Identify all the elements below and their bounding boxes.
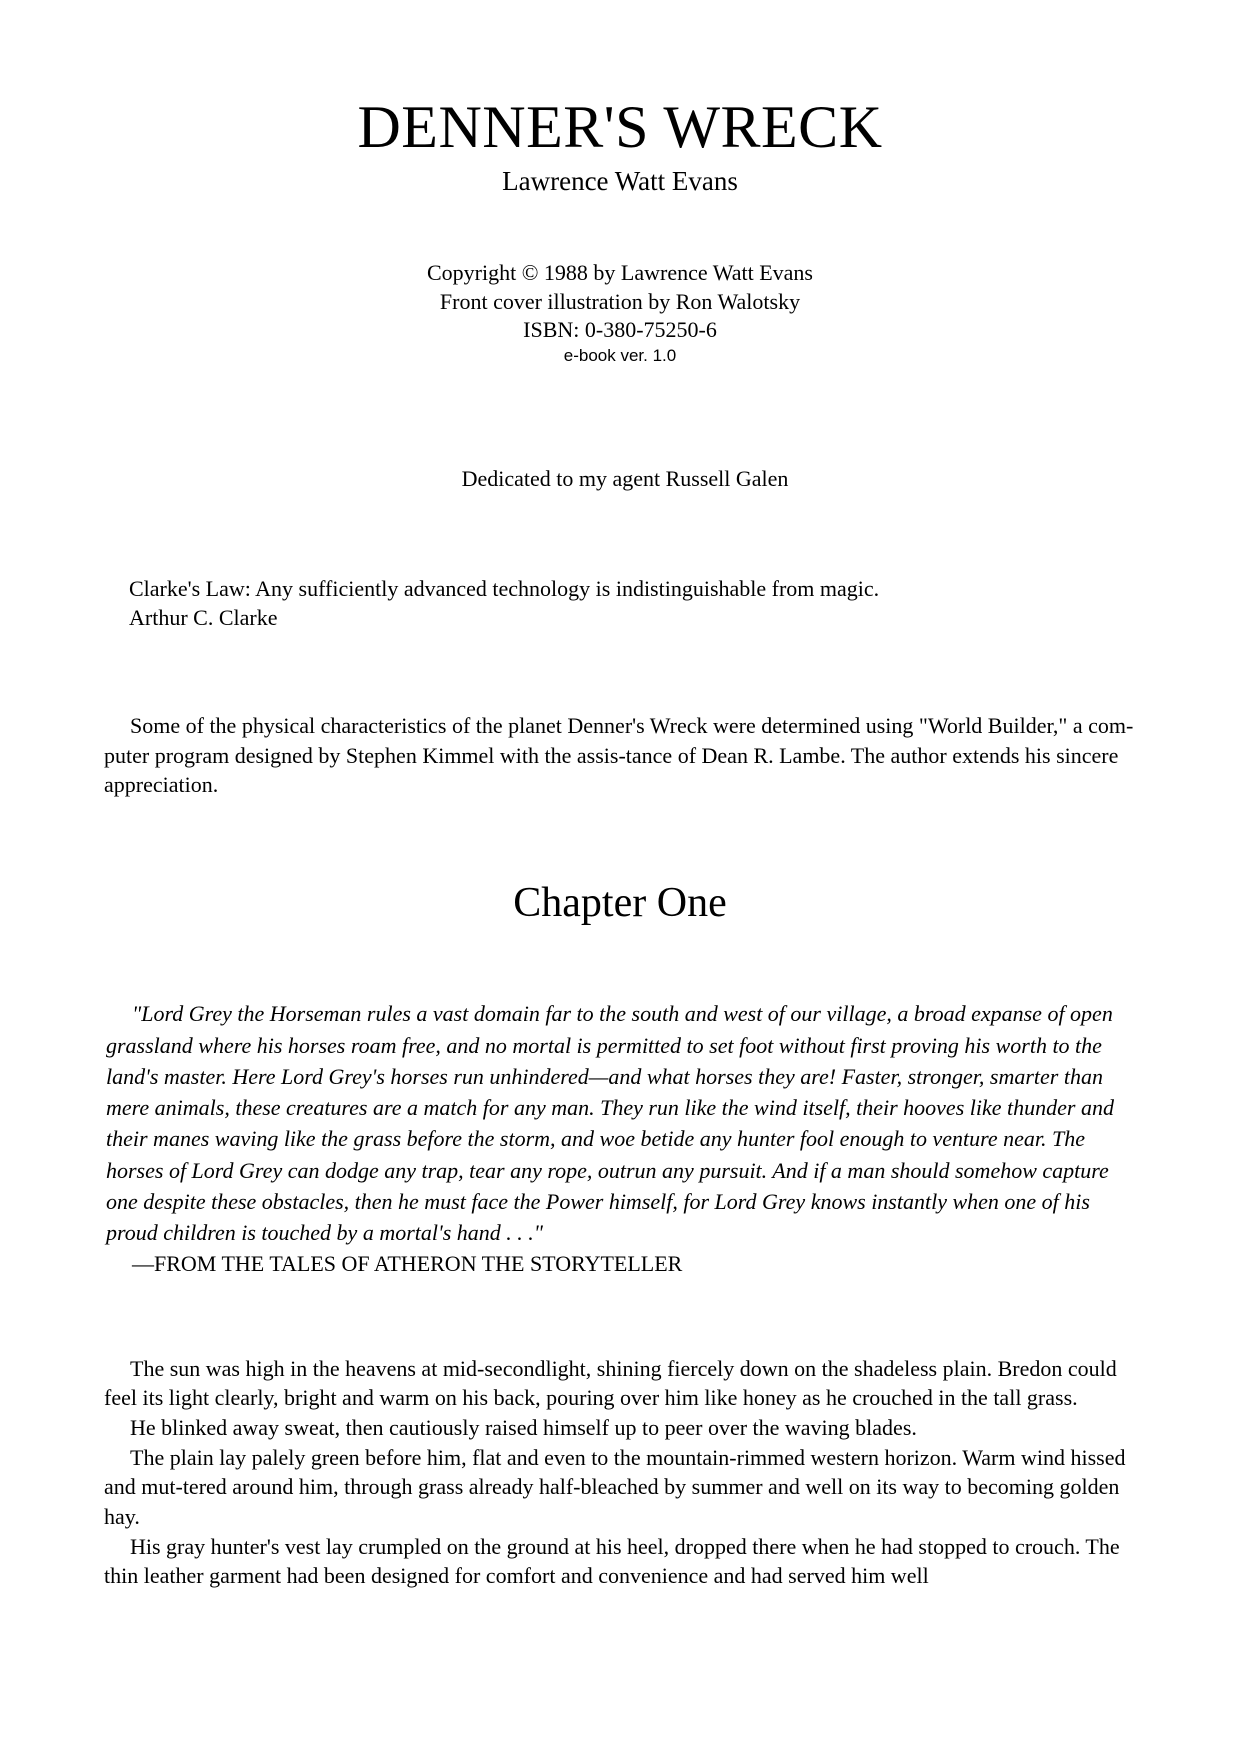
epigraph bbox=[104, 574, 1136, 633]
copyright-line: Copyright © 1988 by Lawrence Watt Evans bbox=[426, 260, 813, 286]
chapter-epigraph-quote bbox=[104, 998, 1136, 1248]
credits-paragraph bbox=[104, 711, 1136, 800]
chapter-heading: Chapter One bbox=[513, 880, 727, 927]
cover-illustration-credit: Front cover illustration by Ron Walotsky bbox=[439, 288, 801, 314]
quote-text: "Lord Grey the Horseman rules a vast domain far to the south and west of our village, a broad expanse of open grassland where his horses roam free, and no mortal is permitted to set foot without first proving his worth to the land's master. Here Lord Grey's horses run unhindered—and what horses they are! Faster, stronger, smarter than mere animals, these creatures are a match for any man. They run like the wind itself, their hooves like thunder and their manes waving like the grass before the storm, and woe betide any hunter fool enough to venture near. The horses of Lord Grey can dodge any trap, tear any rope, outrun any pursuit. And if a man should somehow capture one despite these obstacles, then he must face the Power himself, for Lord Grey knows instantly when one of his proud children is touched by a mortal's hand . . ." bbox=[106, 1001, 1114, 1246]
quote-attribution-text: —FROM THE TALES OF ATHERON THE STORYTELLER bbox=[132, 1251, 683, 1277]
body-paragraph: He blinked away sweat, then cautiously raised himself up to peer over the waving blades. bbox=[130, 1414, 917, 1440]
chapter-epigraph-attribution bbox=[104, 1248, 1136, 1279]
credits-text: Some of the physical characteristics of the planet Denner's Wreck were determined using "World Builder," a com-puter program designed by Stephen Kimmel with the assis-tance of Dean R. Lambe. The author extends his sincere appreciation. bbox=[104, 713, 1134, 798]
copyright-block bbox=[104, 259, 1136, 367]
chapter-body bbox=[104, 1354, 1136, 1592]
body-paragraph: The plain lay palely green before him, flat and even to the mountain-rimmed western horizon. Warm wind hissed and mut-tered around him, through grass already half-bleached by summer and well on its way to becoming golden hay. bbox=[104, 1444, 1126, 1530]
ebook-version: e-book ver. 1.0 bbox=[563, 345, 677, 365]
epigraph-attribution: Arthur C. Clarke bbox=[129, 605, 278, 631]
epigraph-text: Clarke's Law: Any sufficiently advanced technology is indistinguishable from magic. bbox=[129, 575, 880, 601]
body-paragraph: The sun was high in the heavens at mid-secondlight, shining fiercely down on the shadeless plain. Bredon could feel its light clearly, bright and warm on his back, pouring over him like honey as he crouched in the tall grass. bbox=[104, 1355, 1117, 1411]
book-title: DENNER'S WRECK bbox=[357, 94, 883, 160]
body-paragraph: His gray hunter's vest lay crumpled on the ground at his heel, dropped there when he had stopped to crouch. The thin leather garment had been designed for comfort and convenience and had served him well bbox=[104, 1533, 1120, 1589]
isbn-line: ISBN: 0-380-75250-6 bbox=[523, 316, 717, 342]
dedication: Dedicated to my agent Russell Galen bbox=[461, 465, 789, 491]
book-author: Lawrence Watt Evans bbox=[502, 166, 738, 196]
